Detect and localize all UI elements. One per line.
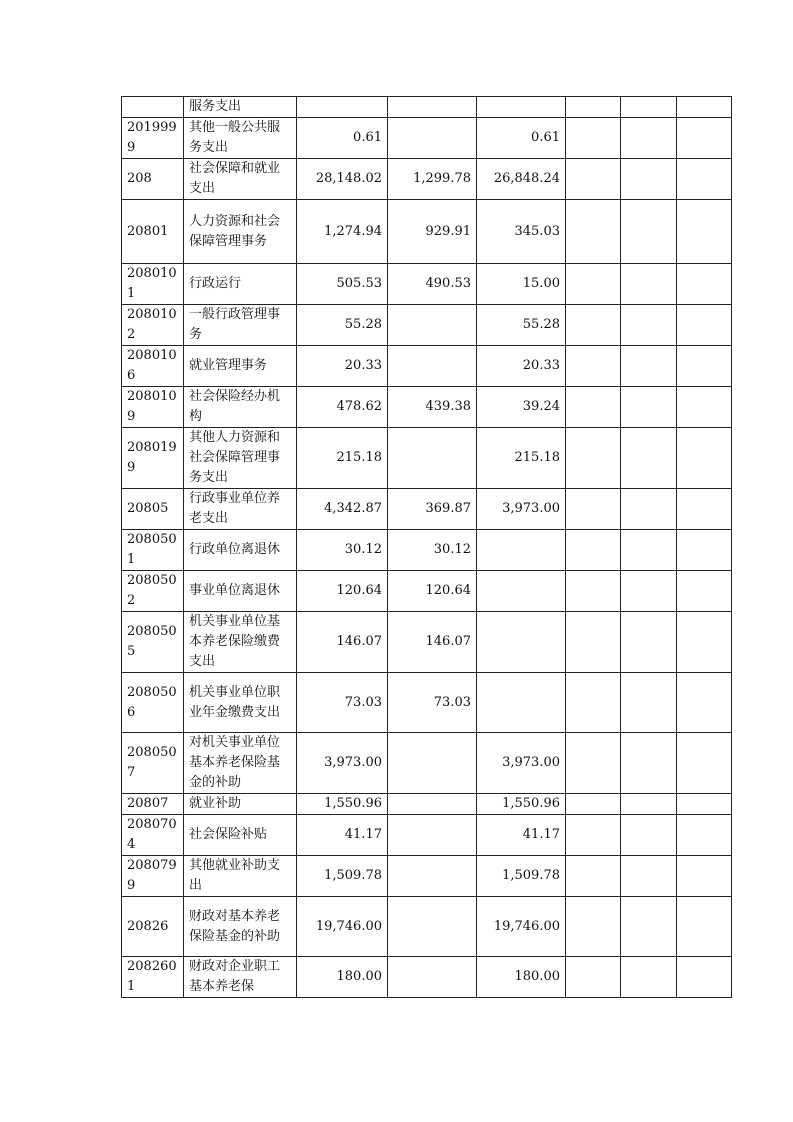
cell-empty bbox=[566, 305, 621, 346]
cell-total: 180.00 bbox=[297, 957, 388, 998]
cell-empty bbox=[621, 489, 677, 530]
cell-basic: 490.53 bbox=[388, 264, 477, 305]
cell-empty bbox=[677, 264, 732, 305]
cell-basic bbox=[388, 346, 477, 387]
table-row bbox=[122, 264, 732, 305]
table-row bbox=[122, 612, 732, 673]
cell-empty bbox=[621, 346, 677, 387]
cell-project: 215.18 bbox=[477, 428, 566, 489]
cell-empty bbox=[621, 530, 677, 571]
cell-project: 345.03 bbox=[477, 200, 566, 264]
cell-project: 3,973.00 bbox=[477, 489, 566, 530]
cell-basic bbox=[388, 428, 477, 489]
cell-basic: 30.12 bbox=[388, 530, 477, 571]
table-row bbox=[122, 571, 732, 612]
cell-project: 180.00 bbox=[477, 957, 566, 998]
cell-name: 行政运行 bbox=[184, 264, 297, 305]
table-row bbox=[122, 856, 732, 897]
cell-basic: 73.03 bbox=[388, 673, 477, 733]
cell-basic: 369.87 bbox=[388, 489, 477, 530]
cell-empty bbox=[566, 673, 621, 733]
cell-empty bbox=[621, 794, 677, 815]
cell-name: 就业补助 bbox=[184, 794, 297, 815]
cell-basic bbox=[388, 97, 477, 118]
cell-basic bbox=[388, 733, 477, 794]
cell-empty bbox=[677, 200, 732, 264]
cell-empty bbox=[566, 815, 621, 856]
cell-empty bbox=[566, 897, 621, 957]
cell-code: 2082601 bbox=[122, 957, 184, 998]
cell-code: 2080704 bbox=[122, 815, 184, 856]
cell-empty bbox=[566, 118, 621, 159]
cell-empty bbox=[566, 200, 621, 264]
cell-name: 行政单位离退休 bbox=[184, 530, 297, 571]
cell-empty bbox=[621, 159, 677, 200]
cell-basic bbox=[388, 305, 477, 346]
cell-empty bbox=[621, 815, 677, 856]
cell-name: 事业单位离退休 bbox=[184, 571, 297, 612]
cell-total bbox=[297, 97, 388, 118]
cell-total: 73.03 bbox=[297, 673, 388, 733]
cell-empty bbox=[677, 387, 732, 428]
cell-basic bbox=[388, 957, 477, 998]
cell-total: 3,973.00 bbox=[297, 733, 388, 794]
cell-code: 2080506 bbox=[122, 673, 184, 733]
cell-total: 505.53 bbox=[297, 264, 388, 305]
cell-code: 20801 bbox=[122, 200, 184, 264]
cell-total: 1,509.78 bbox=[297, 856, 388, 897]
cell-total: 4,342.87 bbox=[297, 489, 388, 530]
cell-basic bbox=[388, 815, 477, 856]
cell-name: 财政对基本养老保险基金的补助 bbox=[184, 897, 297, 957]
table-row bbox=[122, 428, 732, 489]
cell-empty bbox=[677, 118, 732, 159]
cell-empty bbox=[566, 856, 621, 897]
table-row bbox=[122, 897, 732, 957]
cell-basic bbox=[388, 856, 477, 897]
cell-empty bbox=[621, 264, 677, 305]
cell-name: 就业管理事务 bbox=[184, 346, 297, 387]
cell-empty bbox=[677, 673, 732, 733]
cell-empty bbox=[566, 794, 621, 815]
cell-code: 2080199 bbox=[122, 428, 184, 489]
cell-empty bbox=[677, 530, 732, 571]
cell-code: 2080505 bbox=[122, 612, 184, 673]
table-row bbox=[122, 957, 732, 998]
cell-empty bbox=[621, 200, 677, 264]
table-row bbox=[122, 673, 732, 733]
cell-code: 2080501 bbox=[122, 530, 184, 571]
cell-empty bbox=[566, 428, 621, 489]
cell-empty bbox=[566, 159, 621, 200]
table-row bbox=[122, 387, 732, 428]
cell-total: 20.33 bbox=[297, 346, 388, 387]
cell-basic bbox=[388, 118, 477, 159]
cell-empty bbox=[566, 571, 621, 612]
cell-empty bbox=[621, 118, 677, 159]
cell-project: 19,746.00 bbox=[477, 897, 566, 957]
cell-name: 服务支出 bbox=[184, 97, 297, 118]
table-row bbox=[122, 346, 732, 387]
cell-empty bbox=[621, 897, 677, 957]
table-row bbox=[122, 733, 732, 794]
cell-empty bbox=[677, 815, 732, 856]
cell-code: 20807 bbox=[122, 794, 184, 815]
cell-project bbox=[477, 673, 566, 733]
cell-total: 215.18 bbox=[297, 428, 388, 489]
cell-name: 机关事业单位基本养老保险缴费支出 bbox=[184, 612, 297, 673]
cell-total: 1,550.96 bbox=[297, 794, 388, 815]
cell-code: 2080799 bbox=[122, 856, 184, 897]
cell-empty bbox=[566, 489, 621, 530]
cell-empty bbox=[677, 794, 732, 815]
cell-code: 20805 bbox=[122, 489, 184, 530]
cell-basic bbox=[388, 897, 477, 957]
cell-empty bbox=[566, 733, 621, 794]
cell-project: 26,848.24 bbox=[477, 159, 566, 200]
table-row bbox=[122, 305, 732, 346]
cell-name: 其他人力资源和社会保障管理事务支出 bbox=[184, 428, 297, 489]
table-row bbox=[122, 530, 732, 571]
cell-empty bbox=[677, 97, 732, 118]
cell-code: 2080507 bbox=[122, 733, 184, 794]
cell-basic: 120.64 bbox=[388, 571, 477, 612]
cell-empty bbox=[677, 428, 732, 489]
cell-code: 208 bbox=[122, 159, 184, 200]
cell-project: 55.28 bbox=[477, 305, 566, 346]
cell-name: 机关事业单位职业年金缴费支出 bbox=[184, 673, 297, 733]
cell-empty bbox=[566, 957, 621, 998]
cell-code: 2080502 bbox=[122, 571, 184, 612]
cell-empty bbox=[677, 897, 732, 957]
cell-total: 478.62 bbox=[297, 387, 388, 428]
cell-project: 20.33 bbox=[477, 346, 566, 387]
cell-name: 其他就业补助支出 bbox=[184, 856, 297, 897]
cell-empty bbox=[621, 957, 677, 998]
table-row bbox=[122, 118, 732, 159]
table-row bbox=[122, 97, 732, 118]
cell-project: 0.61 bbox=[477, 118, 566, 159]
cell-basic: 1,299.78 bbox=[388, 159, 477, 200]
cell-empty bbox=[677, 346, 732, 387]
cell-name: 社会保障和就业支出 bbox=[184, 159, 297, 200]
cell-code: 2080102 bbox=[122, 305, 184, 346]
cell-basic bbox=[388, 794, 477, 815]
cell-empty bbox=[566, 387, 621, 428]
cell-total: 19,746.00 bbox=[297, 897, 388, 957]
cell-code: 2080106 bbox=[122, 346, 184, 387]
table-row bbox=[122, 159, 732, 200]
cell-total: 30.12 bbox=[297, 530, 388, 571]
cell-empty bbox=[621, 428, 677, 489]
cell-empty bbox=[566, 530, 621, 571]
cell-empty bbox=[621, 305, 677, 346]
cell-name: 社会保险经办机构 bbox=[184, 387, 297, 428]
cell-name: 财政对企业职工基本养老保 bbox=[184, 957, 297, 998]
table-row bbox=[122, 815, 732, 856]
cell-empty bbox=[621, 673, 677, 733]
cell-total: 146.07 bbox=[297, 612, 388, 673]
cell-project bbox=[477, 612, 566, 673]
cell-code: 2019999 bbox=[122, 118, 184, 159]
cell-basic: 439.38 bbox=[388, 387, 477, 428]
cell-project: 3,973.00 bbox=[477, 733, 566, 794]
cell-empty bbox=[566, 346, 621, 387]
cell-empty bbox=[677, 571, 732, 612]
cell-name: 一般行政管理事务 bbox=[184, 305, 297, 346]
cell-name: 行政事业单位养老支出 bbox=[184, 489, 297, 530]
table-row bbox=[122, 200, 732, 264]
cell-empty bbox=[621, 612, 677, 673]
cell-total: 41.17 bbox=[297, 815, 388, 856]
table-row bbox=[122, 489, 732, 530]
cell-name: 对机关事业单位基本养老保险基金的补助 bbox=[184, 733, 297, 794]
cell-total: 0.61 bbox=[297, 118, 388, 159]
cell-total: 55.28 bbox=[297, 305, 388, 346]
cell-total: 120.64 bbox=[297, 571, 388, 612]
cell-empty bbox=[621, 856, 677, 897]
cell-empty bbox=[677, 612, 732, 673]
cell-project bbox=[477, 571, 566, 612]
cell-code: 20826 bbox=[122, 897, 184, 957]
cell-project: 1,509.78 bbox=[477, 856, 566, 897]
table-body bbox=[122, 97, 732, 998]
cell-empty bbox=[621, 97, 677, 118]
table-row bbox=[122, 794, 732, 815]
cell-name: 人力资源和社会保障管理事务 bbox=[184, 200, 297, 264]
cell-name: 其他一般公共服务支出 bbox=[184, 118, 297, 159]
cell-code: 2080109 bbox=[122, 387, 184, 428]
cell-empty bbox=[677, 489, 732, 530]
cell-project bbox=[477, 97, 566, 118]
cell-empty bbox=[677, 305, 732, 346]
cell-code bbox=[122, 97, 184, 118]
cell-empty bbox=[621, 733, 677, 794]
cell-project: 41.17 bbox=[477, 815, 566, 856]
cell-project: 15.00 bbox=[477, 264, 566, 305]
cell-project: 39.24 bbox=[477, 387, 566, 428]
cell-basic: 146.07 bbox=[388, 612, 477, 673]
cell-project bbox=[477, 530, 566, 571]
cell-empty bbox=[677, 159, 732, 200]
cell-code: 2080101 bbox=[122, 264, 184, 305]
cell-empty bbox=[677, 957, 732, 998]
cell-total: 1,274.94 bbox=[297, 200, 388, 264]
cell-empty bbox=[677, 856, 732, 897]
cell-basic: 929.91 bbox=[388, 200, 477, 264]
cell-empty bbox=[566, 612, 621, 673]
cell-project: 1,550.96 bbox=[477, 794, 566, 815]
cell-empty bbox=[566, 97, 621, 118]
cell-empty bbox=[621, 387, 677, 428]
budget-table bbox=[121, 96, 732, 998]
cell-name: 社会保险补贴 bbox=[184, 815, 297, 856]
cell-empty bbox=[677, 733, 732, 794]
cell-empty bbox=[621, 571, 677, 612]
cell-empty bbox=[566, 264, 621, 305]
cell-total: 28,148.02 bbox=[297, 159, 388, 200]
